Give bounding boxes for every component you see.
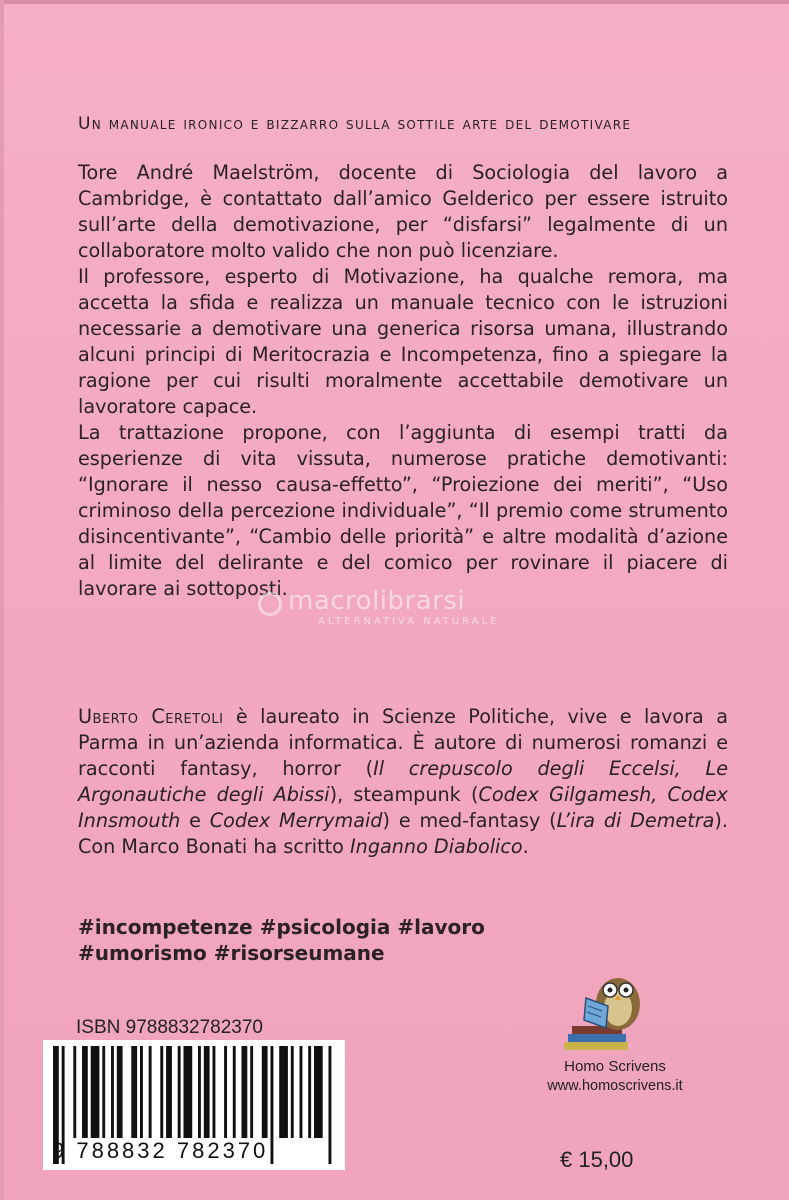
watermark-logo-icon [258, 592, 282, 616]
barcode-bar [224, 1046, 227, 1138]
hashtag: #umorismo [78, 941, 207, 965]
barcode-bar [271, 1046, 274, 1164]
publisher-name: Homo Scrivens [564, 1058, 666, 1075]
barcode-bar [308, 1046, 311, 1138]
barcode-bar [198, 1046, 201, 1138]
hashtags [78, 914, 598, 966]
bio-title: Inganno Diabolico [350, 835, 523, 858]
barcode-bar [291, 1046, 294, 1138]
cover-left-edge [0, 0, 4, 1200]
bio-text: e [180, 809, 210, 832]
blurb-paragraph-2: Il professore, esperto di Motivazione, ha qualche remora, ma accetta la sfida e realizza un manuale tecnico con le istruzioni necessarie a demotivare una generica risorsa umana, illustrando alcuni principi di Meritocrazia e Incompetenza, fino a spiegare la ragione per cui risulti moralmente accettabile demotivare un lavoratore capace. [78, 265, 728, 418]
barcode-bar [82, 1046, 88, 1138]
cover-top-edge [0, 0, 789, 4]
publisher-url: www.homoscrivens.it [547, 1078, 683, 1094]
book-blurb [78, 160, 728, 602]
isbn-label: ISBN 9788832782370 [76, 1017, 263, 1038]
owl-reading-icon [560, 968, 650, 1054]
barcode-bar [233, 1046, 236, 1138]
bio-title: Il crepuscolo degli Eccelsi, Le Argonautiche degli Abissi [78, 757, 728, 806]
barcode-bar [131, 1046, 137, 1138]
tagline: Un manuale ironico e bizzarro sulla sottile arte del demotivare [78, 114, 632, 134]
barcode-bar [117, 1046, 123, 1138]
author-bio-paragraph [78, 704, 728, 860]
blurb-paragraph-1: Tore André Maelström, docente di Sociologia del lavoro a Cambridge, è contattato dall’amico Gelderico per essere istruito sull’arte della demotivazione, per “disfarsi” legalmente di un collaboratore molto valido che non può licenziare. [78, 161, 728, 262]
barcode-bar [178, 1046, 181, 1138]
barcode-bar [184, 1046, 193, 1138]
hashtag: #psicologia [259, 915, 391, 939]
barcode-bar [140, 1046, 143, 1138]
barcode-bar [242, 1046, 248, 1138]
barcode-bar [329, 1046, 332, 1164]
hashtag: #lavoro [397, 915, 485, 939]
bio-text: ). Con Marco Bonati ha scritto [78, 809, 728, 858]
hashtag: #risorseumane [213, 941, 385, 965]
blurb-paragraph-3: La trattazione propone, con l’aggiunta di esempi tratti da esperienze di vita vissuta, numerose pratiche demotivanti: “Ignorare il nesso causa-effetto”, “Proiezione dei meriti”, “Uso criminoso della percezione individuale”, “Il premio come strumento disincentivante”, “Cambio delle priorità” e altre modalità d’azione al limite del delirante e del comico per rovinare il piacere di lavorare ai sottoposti. [78, 421, 728, 600]
bio-title: Codex Merrymaid [209, 809, 383, 832]
barcode-bar [111, 1046, 114, 1138]
barcode-bar [149, 1046, 152, 1138]
watermark-sub-text: ALTERNATIVA NATURALE [318, 616, 500, 627]
barcode-bar [102, 1046, 105, 1138]
bio-text: è laureato in Scienze Politiche, vive e lavora a Parma in un’azienda informatica. È autore di numerosi romanzi e racconti fantasy, horror ( [78, 705, 728, 780]
barcode-bar [160, 1046, 163, 1138]
barcode-bar [262, 1046, 268, 1138]
barcode-digits: 9 788832 782370 [52, 1138, 269, 1163]
barcode-bar [166, 1046, 172, 1138]
barcode-bar [91, 1046, 100, 1138]
barcode-bar [204, 1046, 210, 1138]
watermark-main-text: macrolibrarsi [288, 586, 466, 616]
bio-title: L’ira di Demetra [556, 809, 715, 832]
barcode-bar [250, 1046, 253, 1138]
bio-text: . [522, 835, 529, 858]
author-name: Uberto Ceretoli [78, 705, 224, 728]
barcode-bar [213, 1046, 216, 1138]
barcode-bar [279, 1046, 288, 1138]
bio-text: ), steampunk ( [329, 783, 479, 806]
bio-text: ) e med-fantasy ( [382, 809, 557, 832]
barcode-bar [314, 1046, 323, 1138]
macrolibrarsi-watermark [258, 586, 518, 632]
bio-title: Codex Gilgamesh, Codex Innsmouth [78, 783, 729, 832]
barcode-bar [73, 1046, 76, 1138]
author-bio [78, 704, 728, 860]
hashtag: #incompetenze [78, 915, 253, 939]
price: € 15,00 [560, 1147, 634, 1172]
barcode-bar [300, 1046, 303, 1138]
